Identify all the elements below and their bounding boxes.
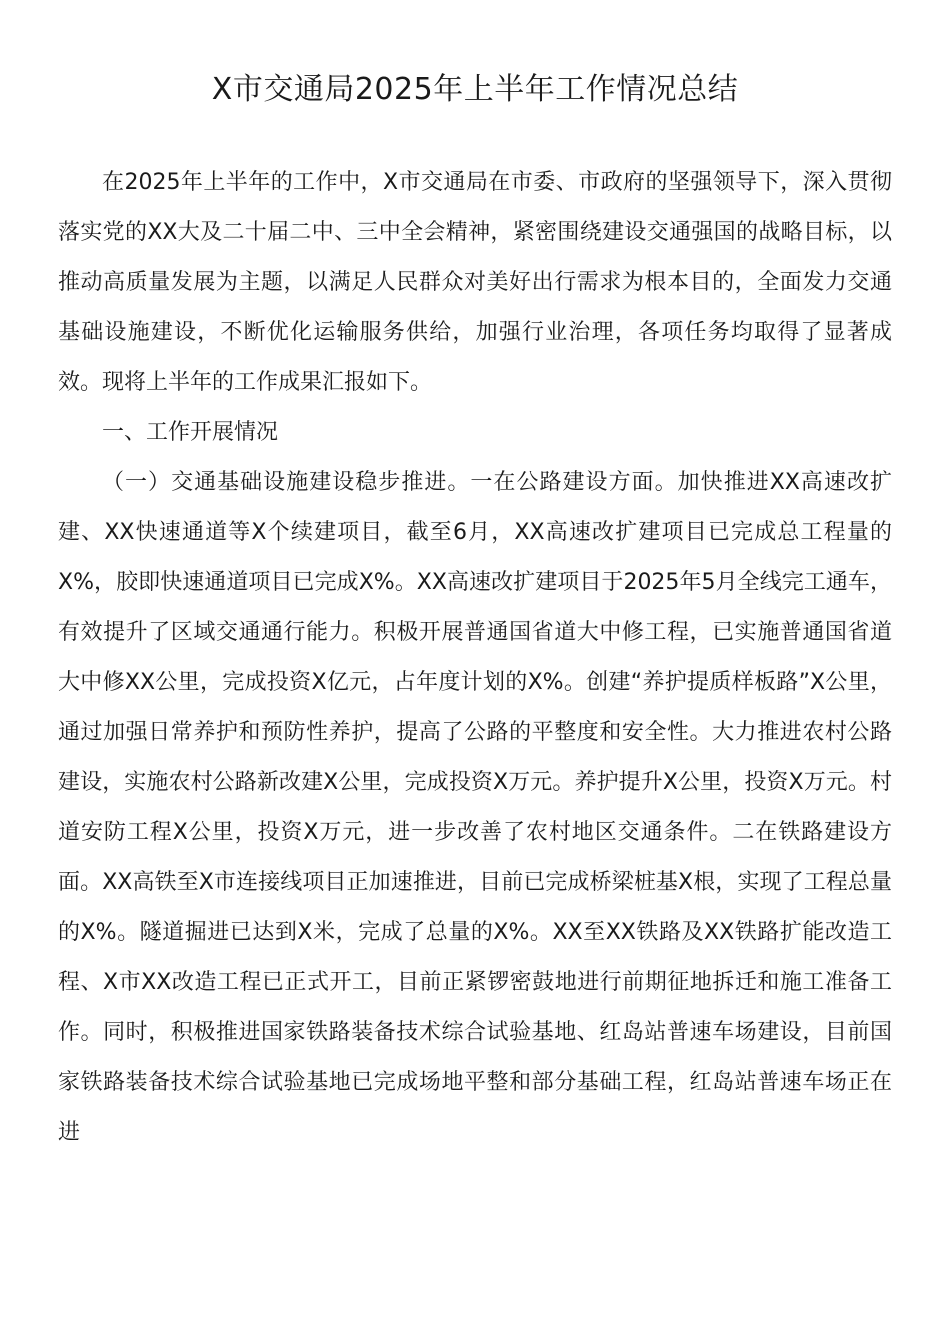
body-paragraph: （一）交通基础设施建设稳步推进。一在公路建设方面。加快推进XX高速改扩建、XX快速通道等X个续建项目，截至6月，XX高速改扩建项目已完成总工程量的X%，胶即快速通道项目已完成X%。XX高速改扩建项目于2025年5月全线完工通车，有效提升了区域交通通行能力。积极开展普通国省道大中修工程，已实施普通国省道大中修XX公里，完成投资X亿元，占年度计划的X%。创建“养护提质样板路”X公里，通过加强日常养护和预防性养护，提高了公路的平整度和安全性。大力推进农村公路建设，实施农村公路新改建X公里，完成投资X万元。养护提升X公里，投资X万元。村道安防工程X公里，投资X万元，进一步改善了农村地区交通条件。二在铁路建设方面。XX高铁至X市连接线项目正加速推进，目前已完成桥梁桩基X根，实现了工程总量的X%。隧道掘进已达到X米，完成了总量的X%。XX至XX铁路及XX铁路扩能改造工程、X市XX改造工程已正式开工，目前正紧锣密鼓地进行前期征地拆迁和施工准备工作。同时，积极推进国家铁路装备技术综合试验基地、红岛站普速车场建设，目前国家铁路装备技术综合试验基地已完成场地平整和部分基础工程，红岛站普速车场正在进 — [58, 470, 892, 1145]
section-heading: 一、工作开展情况 — [102, 420, 279, 445]
document-title: X市交通局2025年上半年工作情况总结 — [211, 72, 739, 107]
intro-paragraph: 在2025年上半年的工作中，X市交通局在市委、市政府的坚强领导下，深入贯彻落实党的XX大及二十届二中、三中全会精神，紧密围绕建设交通强国的战略目标，以推动高质量发展为主题，以满足人民群众对美好出行需求为根本目的，全面发力交通基础设施建设，不断优化运输服务供给，加强行业治理，各项任务均取得了显著成效。现将上半年的工作成果汇报如下。 — [58, 170, 892, 395]
